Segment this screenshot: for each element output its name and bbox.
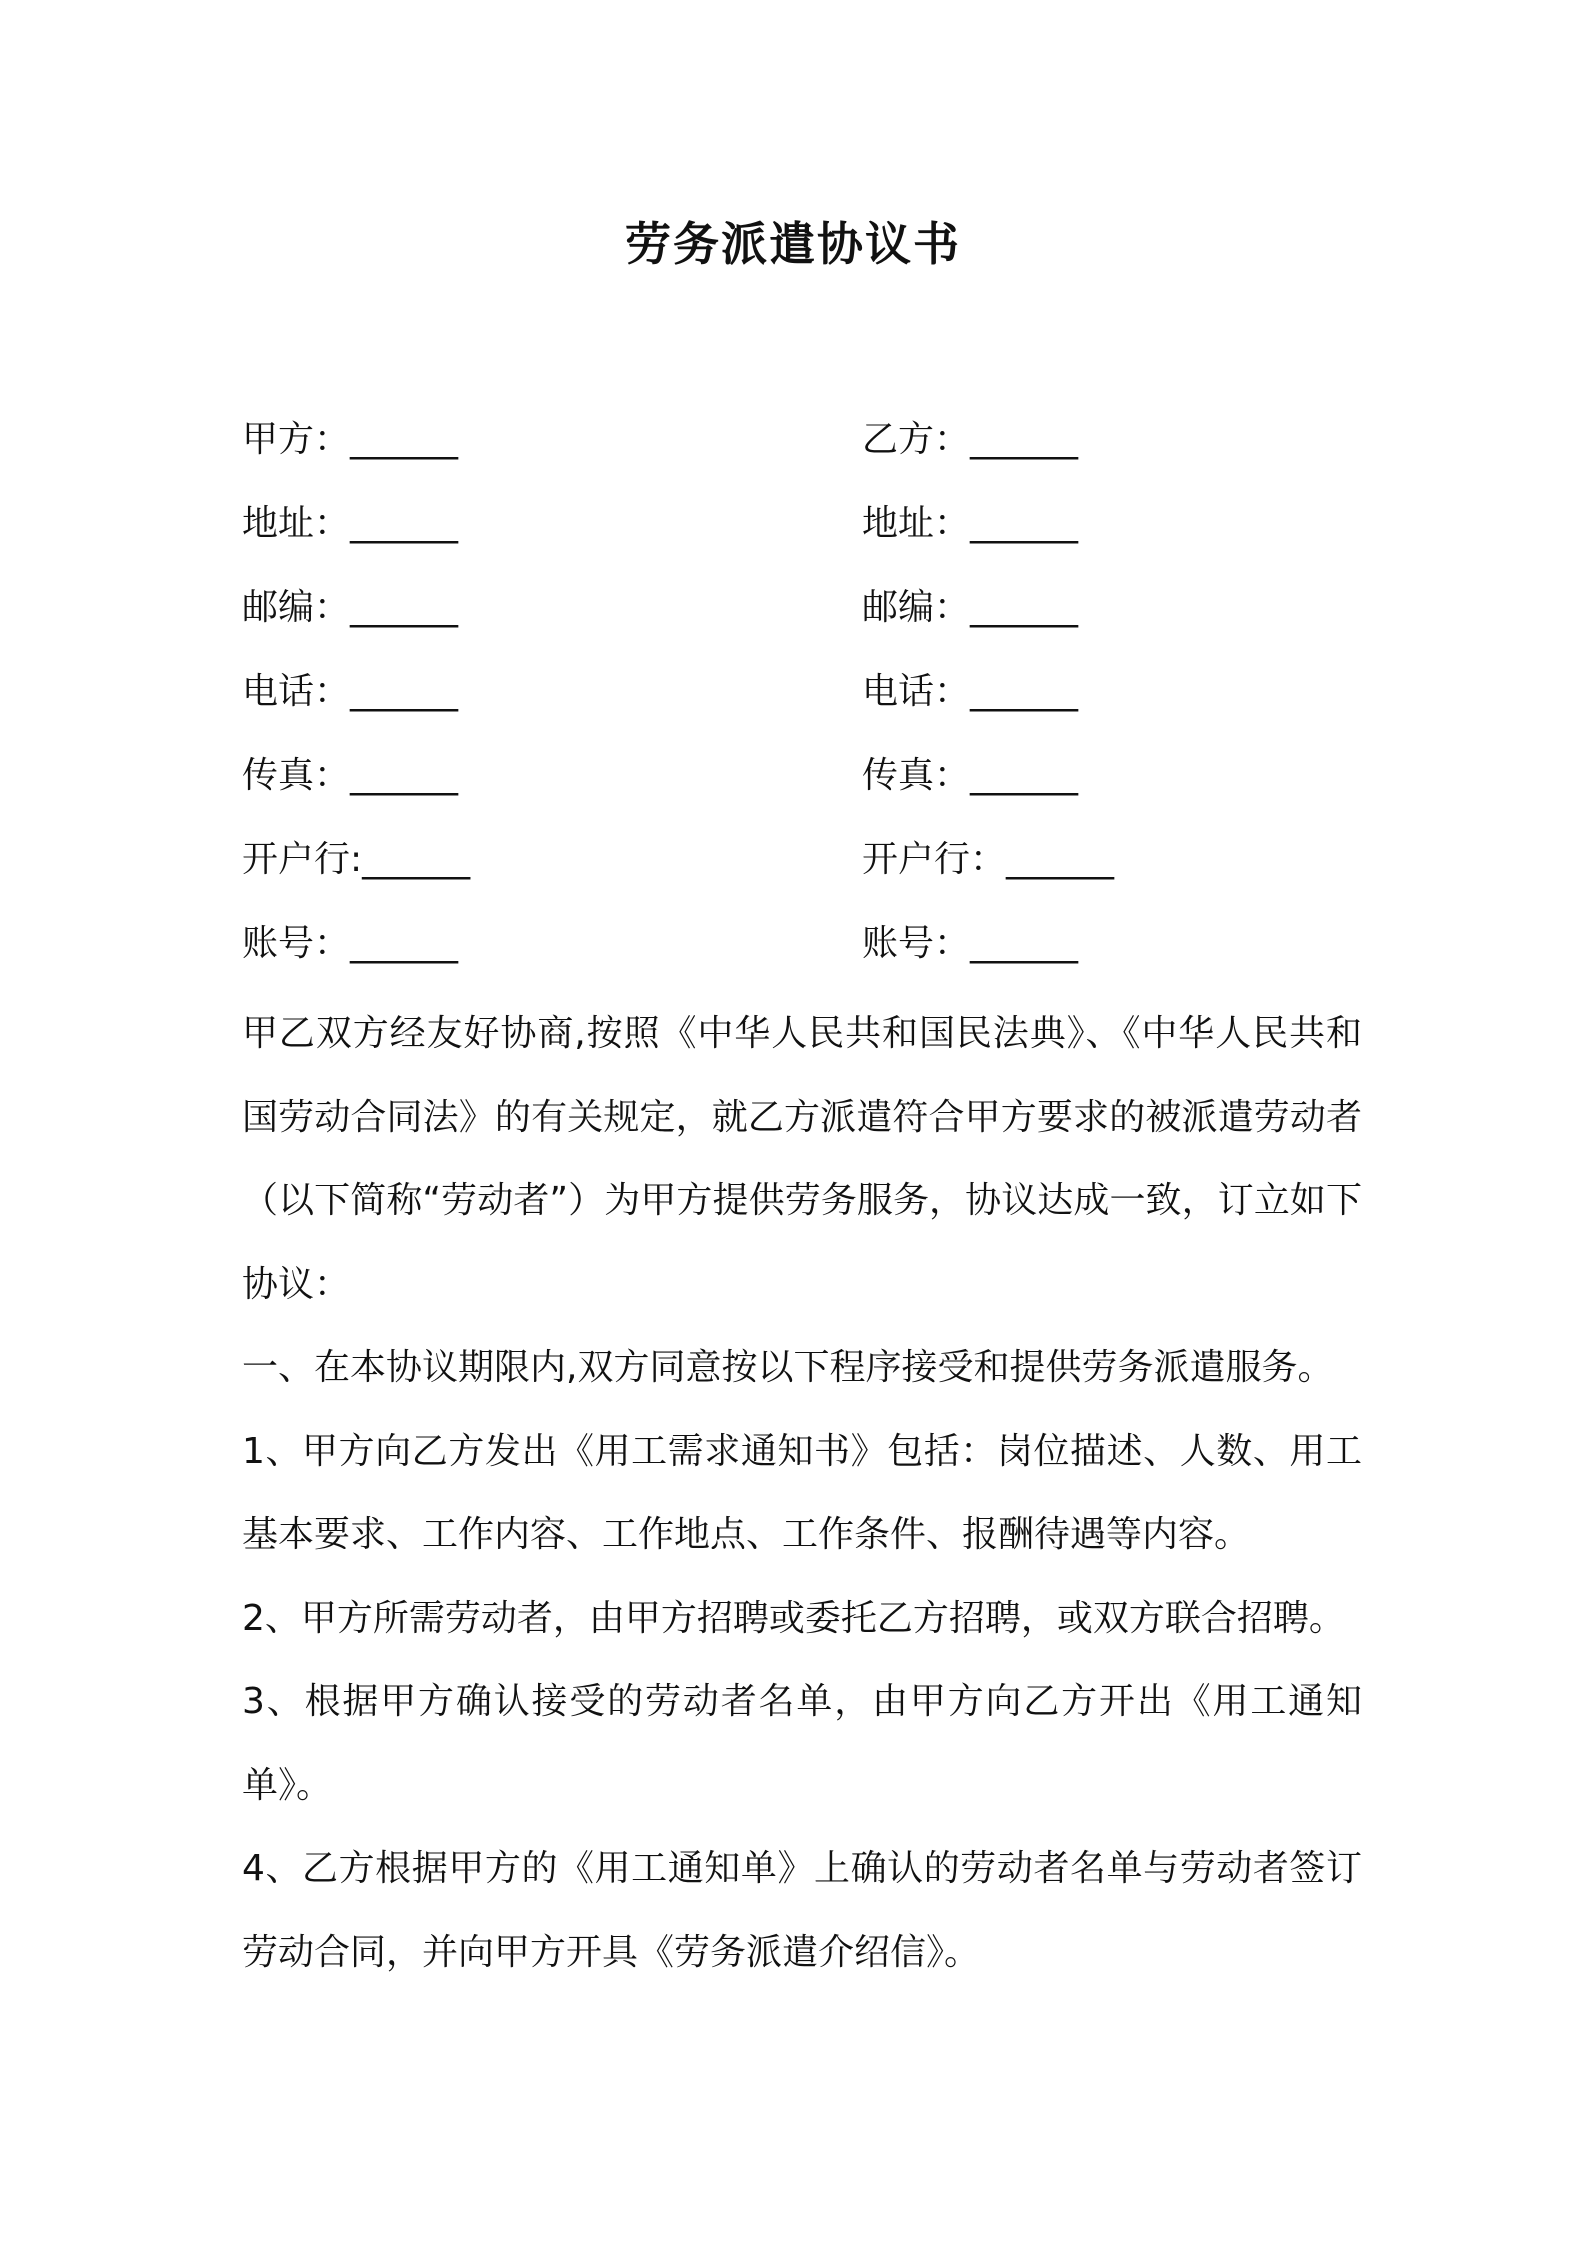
intro-paragraph: 甲乙双方经友好协商,按照《中华人民共和国民法典》、《中华人民共和国劳动合同法》的有关规定，就乙方派遣符合甲方要求的被派遣劳动者（以下简称“劳动者”）为甲方提供劳务服务，协议达成一致，订立如下协议： <box>242 1013 1362 1305</box>
party-a-name-field: 甲方：______ <box>242 419 459 460</box>
party-a-postcode-field: 邮编：______ <box>242 587 459 628</box>
document-title: 劳务派遣协议书 <box>625 217 961 271</box>
party-b-address-field: 地址：______ <box>862 503 1079 544</box>
party-b-phone-field: 电话：______ <box>862 671 1079 712</box>
party-a-phone-field: 电话：______ <box>242 671 459 712</box>
party-row-account <box>242 914 1362 998</box>
party-row-postcode <box>242 578 1362 662</box>
party-b-postcode-field: 邮编：______ <box>862 587 1079 628</box>
section-one-heading: 一、在本协议期限内,双方同意按以下程序接受和提供劳务派遣服务。 <box>242 1347 1334 1388</box>
agreement-body <box>242 992 1362 1994</box>
clause-1: 1、甲方向乙方发出《用工需求通知书》包括：岗位描述、人数、用工基本要求、工作内容、工作地点、工作条件、报酬待遇等内容。 <box>242 1430 1362 1555</box>
party-row-fax <box>242 746 1362 830</box>
party-b-name-field: 乙方：______ <box>862 419 1079 460</box>
party-b-account-field: 账号：______ <box>862 923 1079 964</box>
party-row-address <box>242 494 1362 578</box>
clause-3: 3、根据甲方确认接受的劳动者名单，由甲方向乙方开出《用工通知单》。 <box>242 1681 1362 1806</box>
party-a-account-field: 账号：______ <box>242 923 459 964</box>
party-info-grid <box>242 410 1362 998</box>
party-a-fax-field: 传真：______ <box>242 755 459 796</box>
party-row-phone <box>242 662 1362 746</box>
party-b-bank-field: 开户行：______ <box>862 839 1115 880</box>
party-b-fax-field: 传真：______ <box>862 755 1079 796</box>
clause-4: 4、乙方根据甲方的《用工通知单》上确认的劳动者名单与劳动者签订劳动合同，并向甲方开具《劳务派遣介绍信》。 <box>242 1848 1362 1973</box>
party-a-bank-field: 开户行:______ <box>242 839 471 880</box>
party-row-name <box>242 410 1362 494</box>
clause-2: 2、甲方所需劳动者，由甲方招聘或委托乙方招聘，或双方联合招聘。 <box>242 1597 1345 1639</box>
party-row-bank <box>242 830 1362 914</box>
party-a-address-field: 地址：______ <box>242 503 459 544</box>
